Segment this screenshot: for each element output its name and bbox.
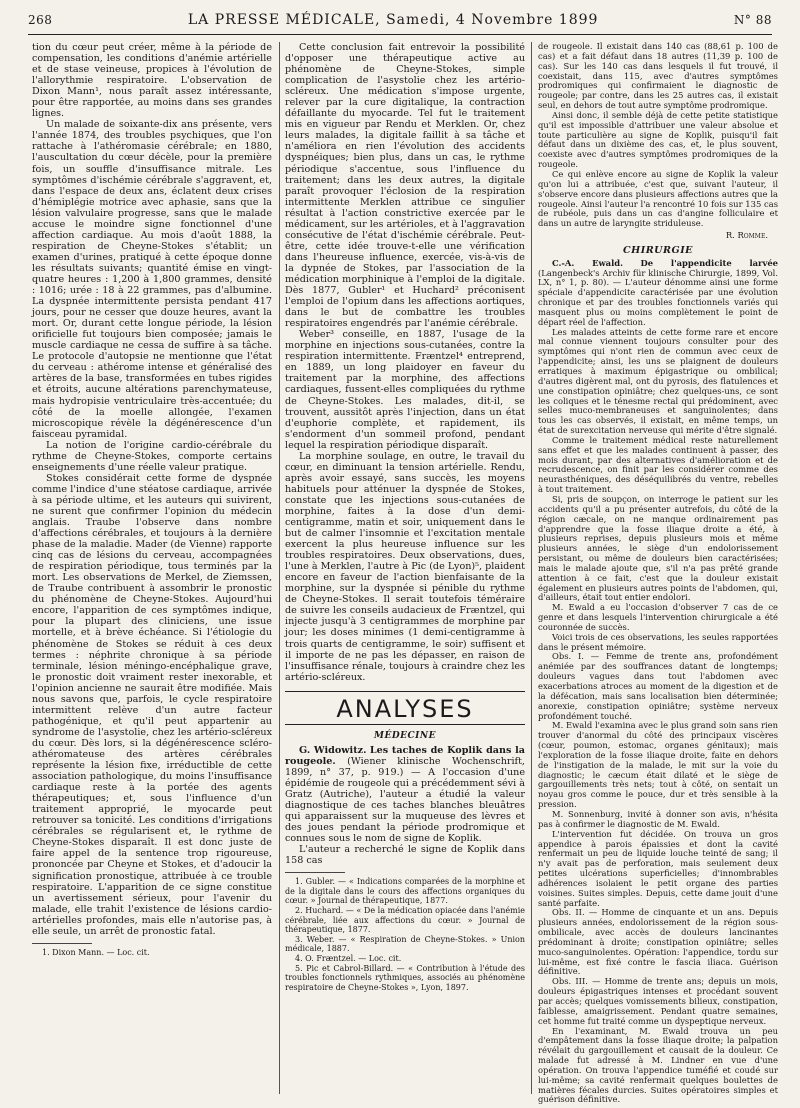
paragraph: La notion de l'origine cardio-cérébrale du rythme de Cheyne-Stokes, comporte certains enseignements d'une réelle valeur pratique. xyxy=(32,439,272,473)
column-divider-2 xyxy=(531,42,532,1094)
footnote: 5. Pic et Cabrol-Billard. — « Contribution à l'étude des troubles fonctionnels rythmiques, associés au phénomène respiratoire de Cheyne-Stokes », Lyon, 1897. xyxy=(285,963,525,992)
paragraph: Stokes considérait cette forme de dyspnée comme l'indice d'une stéatose cardiaque, arrivée à sa période ultime, et les auteurs qui suivirent, ne surent que confirmer l'opinion du médecin anglais. Traube l'observe dans nombre d'affections cérébrales, et toujours à la dernière phase de la maladie. Mader (de Vienne) rapporte cinq cas de lésions du cerveau, accompagnées de respiration périodique, tous terminés par la mort. Les observations de Merkel, de Ziemssen, de Traube contribuent à assombrir le pronostic du phénomène de Cheyne-Stokes. Aujourd'hui encore, l'apparition de ces symptômes indique, pour la plupart des cliniciens, une issue mortelle, et à brève échéance. Si l'étiologie du phénomène de Stokes se réduit à ces deux termes : néphrite chronique à sa période terminale, lésion méningo-encéphalique grave, le pronostic doit vraiment rester inexorable, et l'opinion ancienne ne saurait être modifiée. Mais nous savons que, parfois, le cycle respiratoire intermittent relève d'un autre facteur pathogénique, et qu'il peut appartenir au syndrome de l'asystolie, chez les artério-scléreux du cœur. Dès lors, si la dégénérescence scléro-athéromateuse des artères cérébrales représente la lésion fixe, irréductible de cette association pathologique, du moins l'insuffisance cardiaque reste à la portée des agents thérapeutiques; et, sous l'influence d'un traitement approprié, le myocarde peut retrouver sa tonicité. Les conditions d'irrigations cérébrales se régularisent et, le rythme de Cheyne-Stokes disparaît. Il est donc juste de faire appel de la sentence trop rigoureuse, prononcée par Cheyne et Stokes, et d'adoucir la signification pronostique, attribuée à ce trouble respiratoire. L'apparition de ce signe constitue un avertissement sérieux, pour l'avenir du malade, elle trahit l'existence de lésions cardio-artérielles profondes, mais elle n'autorise pas, à elle seule, un arrêt de pronostic fatal. xyxy=(32,472,272,937)
footnote: 1. Gubler. — « Indications comparées de la morphine et de la digitale dans le cours des affections organiques du cœur. » Journal de thérapeutique, 1877. xyxy=(285,877,525,906)
journal-title: LA PRESSE MÉDICALE, Samedi, 4 Novembre 1899 xyxy=(187,12,599,28)
paragraph: M. Ewald a eu l'occasion d'observer 7 cas de ce genre et dans lesquels l'intervention chirurgicale a été couronnée de succès. xyxy=(538,602,778,632)
article-author: G. Widowitz. xyxy=(299,744,367,756)
article-body: (Langenbeck's Archiv für klinische Chirurgie, 1899, Vol. LX, n° 1, p. 80). — L'auteur dénomme ainsi une forme spéciale d'appendicite caractérisée par une évolution chronique et par des troubles fonctionnels variés qui masquent plus ou moins complètement le point de départ réel de l'affection. xyxy=(538,267,778,327)
footnote: 1. Dixon Mann. — Loc. cit. xyxy=(42,947,150,957)
running-head xyxy=(28,12,772,34)
header-rule xyxy=(28,34,772,35)
section-header-box xyxy=(285,691,525,725)
paragraph: M. Sonnenburg, invité à donner son avis, n'hésita pas à confirmer le diagnostic de M. Ewald. xyxy=(538,808,778,829)
column-3 xyxy=(538,41,778,1105)
observation: Obs. I. — Femme de trente ans, profondément anémiée par des souffrances datant de longtemps; douleurs vagues dans tout l'abdomen avec exacerbations atroces au moment de la digestion et de la défécation, mais sans localisation bien déterminée; anorexie, constipation opiniâtre; système nerveux profondément touché. xyxy=(538,651,778,721)
rubric-chirurgie: CHIRURGIE xyxy=(623,244,693,256)
column-2 xyxy=(285,42,525,1094)
paragraph: Cette conclusion fait entrevoir la possibilité d'opposer une thérapeutique active au phénomène de Cheyne-Stokes, simple complication de l'asystolie chez les artério-scléreux. Une médication s'impose urgente, relever par la cure digitalique, la contraction défaillante du myocarde. Tel fut le traitement mis en vigueur par Rendu et Merklen. Or, chez leurs malades, la digitale faillit à sa tâche et n'améliora en rien l'évolution des accidents dyspnéiques; bien plus, dans un cas, le rythme périodique s'accentue, sous l'influence du traitement; dans les deux autres, la digitale paraît provoquer l'éclosion de la respiration intermittente Merklen attribue ce singulier résultat à l'action constrictive exercée par le médicament, sur les artérioles, et à l'aggravation consécutive de l'état d'ischémie cérébrale. Peut-être, cette idée trouve-t-elle une vérification dans l'heureuse influence, exercée, vis-à-vis de la dypnée de Stokes, par l'association de la médication morphinique à l'emploi de la digitale. Dès 1877, Gubler¹ et Huchard² préconisent l'emploi de l'opium dans les affections aortiques, dans le but de combattre les troubles respiratoires engendrés par l'anémie cérébrale. xyxy=(285,42,525,330)
paragraph: La morphine soulage, en outre, le travail du cœur, en diminuant la tension artérielle. Rendu, après avoir essayé, sans succès, les moyens habituels pour atténuer la dyspnée de Stokes, constate que les injections sous-cutanées de morphine, faites à la dose d'un demi-centigramme, matin et soir, uniquement dans le but de calmer l'insomnie et l'excitation mentale exercent la plus heureuse influence sur les troubles respiratoires. Deux observations, dues, l'une à Merklen, l'autre à Pic (de Lyon)⁵, plaident encore en faveur de l'action bienfaisante de la morphine, sur la dyspnée si pénible du rythme de Cheyne-Stokes. Il serait toutefois téméraire de suivre les conseils audacieux de Fræntzel, qui injecte jusqu'à 3 centigrammes de morphine par jour; les doses minimes (1 demi-centigramme à trois quarts de centigramme, le soir) suffisent et il importe de ne pas les dépasser, en raison de l'insuffisance rénale, toujours à craindre chez les artério-scléreux. xyxy=(285,450,525,683)
paragraph: Un malade de soixante-dix ans présente, vers l'année 1874, des troubles psychiques, que l'on rattache à l'athéromasie cérébrale; en 1880, l'auscultation du cœur décèle, pour la première fois, un souffle d'insuffisance mitrale. Les symptômes d'ischémie cérébrale s'aggravent, et, dans l'espace de deux ans, éclatent deux crises d'hémiplégie motrice avec aphasie, sans que la lésion valvulaire progresse, sans que le malade accuse le moindre signe fonctionnel d'une affection cardiaque. Au mois d'août 1888, la respiration de Cheyne-Stokes s'établit; un examen d'urines, pratiqué à cette époque donne les résultats suivants; quantité émise en vingt-quatre heures : 1,200 à 1,800 grammes, densité : 1016; urée : 18 à 22 grammes, pas d'albumine. La dyspnée intermittente persista pendant 417 jours, pour ne cesser que douze heures, avant la mort. Or, durant cette longue période, la lésion orificielle fut toujours bien composée; jamais le muscle cardiaque ne cessa de suffire à sa tâche. Le protocole d'autopsie ne mentionne que l'état du cerveau : athérome intense et généralisé des artères de la base, transformées en tubes rigides et étroits, aucune altérations parenchymateuse, mais hydropisie ventriculaire très-accentuée; du côté de la moelle allongée, l'examen microscopique révèle la dégénérescence d'un faisceau pyramidal. xyxy=(32,119,272,440)
issue-number: N° 88 xyxy=(733,13,772,27)
paragraph: Ainsi donc, il semble déjà de cette petite statistique qu'il est impossible d'attribuer une valeur absolue et toute particulière au signe de Koplik, puisqu'il fait défaut dans un dixième des cas, et, le plus souvent, coexiste avec d'autres symptômes prodromiques de la rougeole. xyxy=(538,109,778,170)
observation: Obs. III. — Homme de trente ans; depuis un mois, douleurs épigastriques intenses et procédant souvent par accès; quelques vomissements bilieux, constipation, faiblesse, amaigrissement. Pendant quatre semaines, cet homme fut traité comme un dyspeptique nerveux. xyxy=(538,976,778,1026)
footnote: 2. Huchard. — « De la médication opiacée dans l'anémie cérébrale, liée aux affections du cœur. » Journal de thérapeutique, 1877. xyxy=(285,906,525,935)
column-divider-1 xyxy=(279,42,280,1094)
paragraph: L'intervention fut décidée. On trouva un gros appendice à parois épaissies et dont la cavité renfermait un peu de liquide louche teinté de sang; il n'y avait pas de perforation, mais seulement deux petites ulcérations superficielles; d'innombrables adhérences isolaient le petit organe des parties voisines. Suites simples. Depuis, cette dame jouit d'une santé parfaite. xyxy=(538,828,778,908)
paragraph: En l'examinant, M. Ewald trouva un peu d'empâtement dans la fosse iliaque droite; la palpation révélait du gargouillement et causait de la douleur. Ce malade fut adressé à M. Lindner en vue d'une opération. On trouva l'appendice tuméfié et coudé sur lui-même; sa cavité renfermait quelques boulettes de matières fécales durcies. Suites opératoires simples et guérison définitive. xyxy=(538,1025,778,1105)
paragraph: Comme le traitement médical reste naturellement sans effet et que les malades continuent à passer, des mois durant, par des alternatives d'amélioration et de recrudescence, on finit par les considérer comme des neurasthéniques, des déséquilibrés du ventre, rebelles à tout traitement. xyxy=(538,434,778,495)
paragraph: Si, pris de soupçon, on interroge le patient sur les accidents qu'il a pu présenter autrefois, du côté de la région cæcale, on ne manque ordinairement pas d'apprendre que la fosse iliaque droite a été, à plusieurs reprises, depuis plusieurs mois et même plusieurs années, le siège d'un endolorissement persistant, ou même de douleurs bien caractérisées; mais le malade ajoute que, s'il n'a pas prêté grande attention à ce fait, c'est que la douleur existait également en plusieurs autres points de l'abdomen, qui, d'ailleurs, était tout entier endolori. xyxy=(538,493,778,603)
paragraph: M. Ewald l'examina avec le plus grand soin sans rien trouver d'anormal du côté des principaux viscères (cœur, poumon, estomac, organes génitaux); mais l'exploration de la fosse iliaque droite, faite en dehors de l'instigation de la malade, le mit sur la voie du diagnostic; le cæcum était dilaté et le siège de gargouillements très nets; tout à côté, on sentait un noyau gros comme le pouce, dur et très sensible à la pression. xyxy=(538,720,778,810)
footnote-rule xyxy=(285,872,345,873)
paragraph: Ce qui enlève encore au signe de Koplik la valeur qu'on lui a attribuée, c'est que, suivant l'auteur, il s'observe encore dans plusieurs affections autres que la rougeole. Ainsi l'auteur l'a rencontré 10 fois sur 135 cas de rubéole, puis dans un cas d'angine folliculaire et dans un autre de laryngite striduleuse. xyxy=(538,168,778,229)
footnote-rule xyxy=(32,943,92,944)
observation: Obs. II. — Homme de cinquante et un ans. Depuis plusieurs années, endolorissement de la région sous-ombilicale, avec accès de douleurs lancinantes prédominant à droite; constipation opiniâtre; selles muco-sanguinolentes. Opération: l'appendice, tordu sur lui-même, est fixé contre le fascia iliaca. Guérison définitive. xyxy=(538,907,778,977)
article-title: De l'appendicite larvée xyxy=(640,257,778,268)
page-number: 268 xyxy=(28,13,53,27)
section-title-analyses: ANALYSES xyxy=(336,694,474,723)
footnote: 4. O. Fræntzel. — Loc. cit. xyxy=(295,954,402,964)
article-widowitz xyxy=(285,745,525,844)
article-author: C.-A. Ewald. xyxy=(552,257,624,268)
paragraph: L'auteur a recherché le signe de Koplik dans 158 cas xyxy=(285,844,525,867)
paragraph: Les malades atteints de cette forme rare et encore mal connue viennent toujours consulter pour des symptômes qui n'ont rien de commun avec ceux de l'appendicite; ainsi, les uns se plaignent de douleurs erratiques à maximum épigastrique ou ombilical; d'autres digèrent mal, ont du pyrosis, des flatulences et une constipation opiniâtre; chez quelques-uns, ce sont les coliques et le ténesme rectal qui prédominent, avec selles muco-membraneuses et sanguinolentes; dans tous les cas observés, il existait, en même temps, un état de surexcitation nerveuse qui mérite d'être signalé. xyxy=(538,326,778,436)
signature: R. Romme. xyxy=(725,230,768,241)
paragraph: tion du cœur peut créer, même à la période de compensation, les conditions d'anémie artérielle et de stase veineuse, propices à l'évolution de l'allorythmie respiratoire. L'observation de Dixon Mann¹, nous paraît assez intéressante, pour être rapportée, au moins dans ses grandes lignes. xyxy=(32,42,272,120)
article-title: Les taches de Koplik dans la rougeole. xyxy=(285,744,525,767)
rubric-medecine: MÉDECINE xyxy=(374,730,436,741)
paragraph: de rougeole. Il existait dans 140 cas (88,61 p. 100 de cas) et a fait défaut dans 18 autres (11,39 p. 100 de cas). Sur les 140 cas dans lesquels il fut trouvé, il coexistait, dans 115, avec d'autres symptômes prodromiques qui confirmaient le diagnostic de rougeole; par contre, dans les 25 autres cas, il existait seul, en dehors de tout autre symptôme prodromique. xyxy=(538,41,778,111)
article-body: (Wiener klinische Wochenschrift, 1899, n° 37, p. 919.) — A l'occasion d'une épidémie de rougeole qui a précédemment sévi à Gratz (Autriche), l'auteur a étudié la valeur diagnostique de ces taches blanches bleuâtres qui apparaissent sur la muqueuse des lèvres et des joues pendant la période prodromique et connues sous le nom de signe de Koplik. xyxy=(285,755,525,845)
footnote: 3. Weber. — « Respiration de Cheyne-Stokes. » Union médicale, 1887. xyxy=(285,934,525,954)
column-1 xyxy=(32,42,272,1094)
paragraph: Voici trois de ces observations, les seules rapportées dans le présent mémoire. xyxy=(538,631,778,652)
paragraph: Weber³ conseille, en 1887, l'usage de la morphine en injections sous-cutanées, contre la respiration intermittente. Fræntzel⁴ entreprend, en 1889, un long plaidoyer en faveur du traitement par la morphine, des affections cardiaques, fussent-elles compliquées du rythme de Cheyne-Stokes. Les malades, dit-il, se trouvent, aussitôt après l'injection, dans un état d'euphorie complète, et rapidement, ils s'endorment d'un sommeil profond, pendant lequel la respiration périodique disparaît. xyxy=(285,329,525,451)
article-ewald xyxy=(538,259,778,328)
